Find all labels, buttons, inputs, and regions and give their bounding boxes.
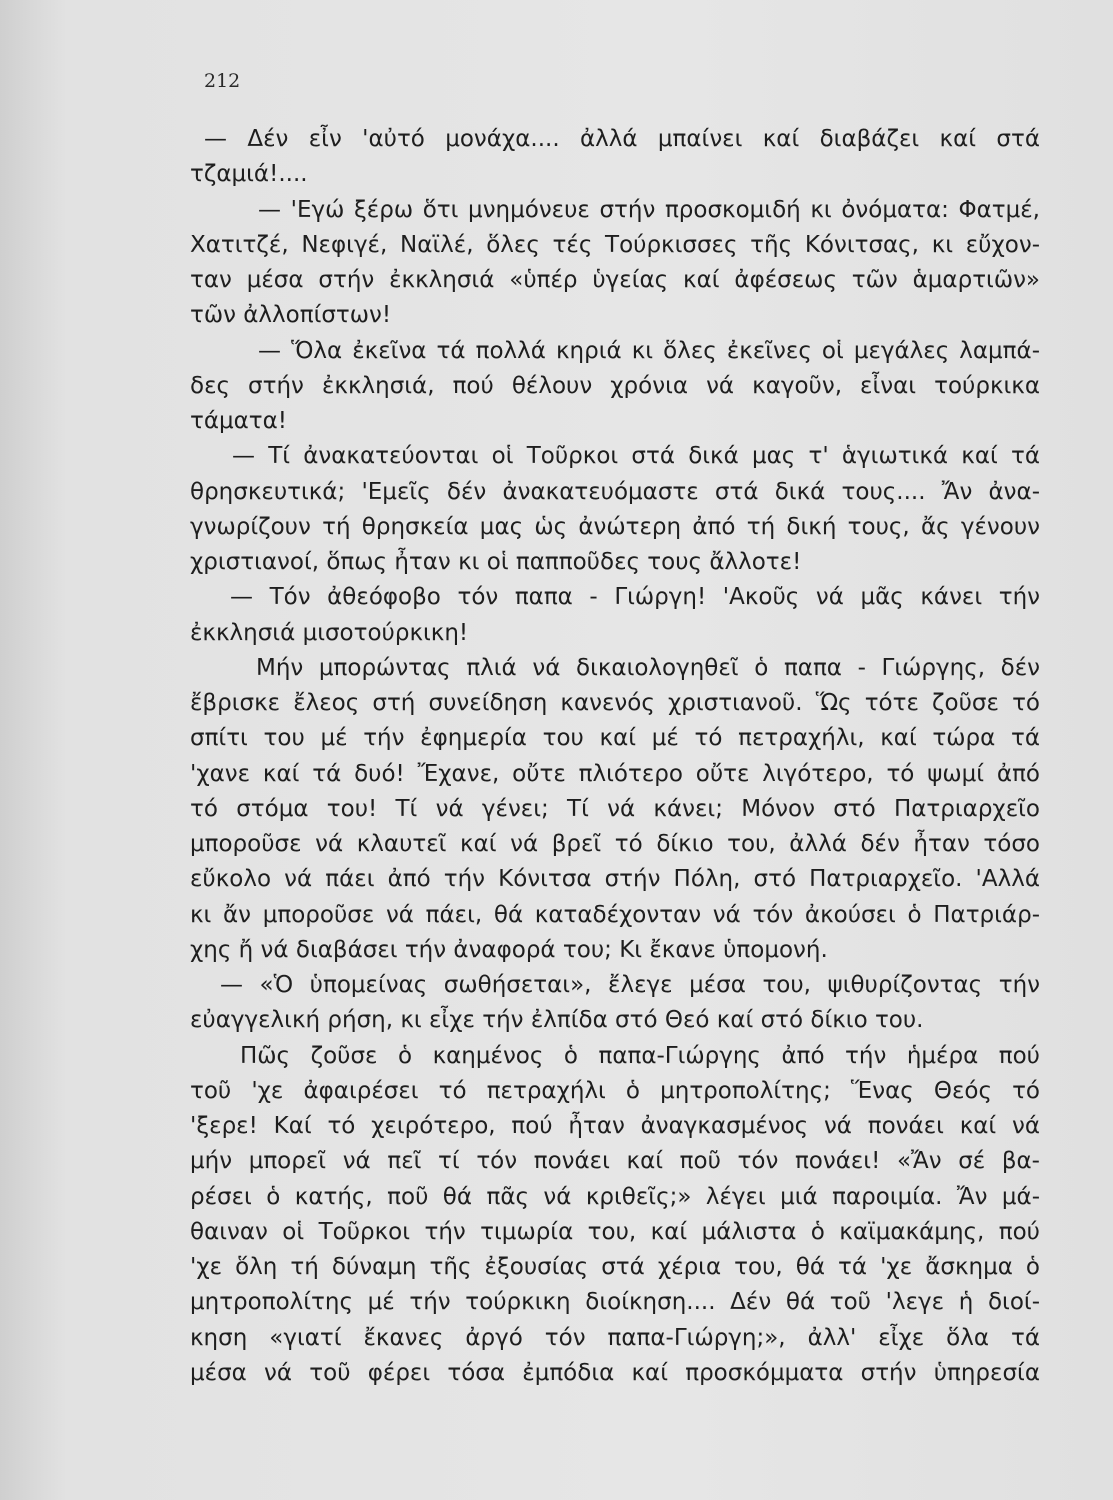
text-line: εὔκολο νά πάει ἀπό τήν Κόνιτσα στήν Πόλη, στό Πατριαρχεῖο. 'Αλλά: [190, 866, 1040, 893]
text-line: τάματα!: [190, 408, 288, 434]
text-line: χης ἤ νά διαβάσει τήν ἀναφορά του; Κι ἔκανε ὑπομονή.: [190, 936, 828, 963]
text-line: ἐκκλησιά μισοτούρκικη!: [190, 619, 469, 646]
text-line: — Τόν ἀθεόφοβο τόν παπα - Γιώργη! 'Ακοῦς νά μᾶς κάνει τήν: [230, 584, 1040, 611]
text-line: ἔβρισκε ἔλεος στή συνείδηση κανενός χριστιανοῦ. Ὥς τότε ζοῦσε τό: [190, 690, 1040, 716]
text-line: γνωρίζουν τή θρησκεία μας ὡς ἀνώτερη ἀπό τή δική τους, ἄς γένουν: [190, 513, 1040, 540]
text-line: Χατιτζέ, Νεφιγέ, Ναϊλέ, ὅλες τές Τούρκισσες τῆς Κόνιτσας, κι εὔχον-: [190, 231, 1040, 258]
text-line: 'χε ὅλη τή δύναμη τῆς ἐξουσίας στά χέρια του, θά τά 'χε ἄσκημα ὁ: [190, 1254, 1040, 1280]
text-line: — «Ὁ ὑπομείνας σωθήσεται», ἔλεγε μέσα του, ψιθυρίζοντας τήν: [220, 972, 1040, 998]
text-line: δες στήν ἐκκλησιά, πού θέλουν χρόνια νά καγοῦν, εἶναι τούρκικα: [190, 372, 1040, 399]
text-line: ταν μέσα στήν ἐκκλησιά «ὑπέρ ὑγείας καί ἀφέσεως τῶν ἁμαρτιῶν»: [190, 267, 1040, 293]
text-line: 'χανε καί τά δυό! Ἔχανε, οὔτε πλιότερο οὔτε λιγότερο, τό ψωμί ἀπό: [190, 760, 1040, 787]
text-line: θαιναν οἱ Τοῦρκοι τήν τιμωρία του, καί μάλιστα ὁ καϊμακάμης, πού: [190, 1218, 1040, 1245]
text-line: ρέσει ὁ κατής, ποῦ θά πᾶς νά κριθεῖς;» λέγει μιά παροιμία. Ἄν μά-: [190, 1183, 1040, 1210]
text-line: εὐαγγελική ρήση, κι εἶχε τήν ἐλπίδα στό Θεό καί στό δίκιο του.: [190, 1007, 924, 1034]
text-line: χριστιανοί, ὅπως ἦταν κι οἱ παπποῦδες τους ἄλλοτε!: [190, 549, 802, 575]
text-line: — Ὅλα ἐκεῖνα τά πολλά κηριά κι ὅλες ἐκεῖνες οἱ μεγάλες λαμπά-: [258, 337, 1040, 364]
text-line: μητροπολίτης μέ τήν τούρκικη διοίκηση.... Δέν θά τοῦ 'λεγε ἡ διοί-: [190, 1289, 1040, 1316]
text-line: 'ξερε! Καί τό χειρότερο, πού ἦταν ἀναγκασμένος νά πονάει καί νά: [190, 1113, 1040, 1139]
text-line: μήν μπορεῖ νά πεῖ τί τόν πονάει καί ποῦ τόν πονάει! «Ἄν σέ βα-: [190, 1148, 1040, 1175]
text-line: — Δέν εἶν 'αὐτό μονάχα.... ἀλλά μπαίνει καί διαβάζει καί στά: [204, 126, 1040, 152]
text-line: κηση «γιατί ἔκανες ἀργό τόν παπα-Γιώργη;», ἀλλ' εἶχε ὅλα τά: [190, 1324, 1040, 1351]
text-line: τζαμιά!....: [190, 161, 308, 188]
text-line: σπίτι του μέ τήν ἐφημερία του καί μέ τό πετραχήλι, καί τώρα τά: [190, 725, 1040, 752]
text-line: μέσα νά τοῦ φέρει τόσα ἐμπόδια καί προσκόμματα στήν ὑπηρεσία: [190, 1359, 1040, 1386]
text-line: τό στόμα του! Τί νά γένει; Τί νά κάνει; Μόνον στό Πατριαρχεῖο: [190, 795, 1040, 822]
text-line: — Τί ἀνακατεύονται οἱ Τοῦρκοι στά δικά μας τ' ἁγιωτικά καί τά: [232, 443, 1040, 470]
body-text: [190, 122, 1040, 1391]
page-number: 212: [204, 70, 241, 92]
text-line: τοῦ 'χε ἀφαιρέσει τό πετραχήλι ὁ μητροπολίτης; Ἕνας Θεός τό: [190, 1077, 1040, 1104]
text-line: μποροῦσε νά κλαυτεῖ καί νά βρεῖ τό δίκιο του, ἀλλά δέν ἦταν τόσο: [190, 831, 1040, 857]
text-line: — 'Εγώ ξέρω ὅτι μνημόνευε στήν προσκομιδή κι ὀνόματα: Φατμέ,: [258, 196, 1040, 223]
text-line: Μήν μπορώντας πλιά νά δικαιολογηθεῖ ὁ παπα - Γιώργης, δέν: [256, 654, 1040, 681]
text-line: τῶν ἀλλοπίστων!: [190, 302, 392, 329]
text-line: κι ἄν μποροῦσε νά πάει, θά καταδέχονταν νά τόν ἀκούσει ὁ Πατριάρ-: [190, 901, 1040, 928]
text-line: θρησκευτικά; 'Εμεῖς δέν ἀνακατευόμαστε στά δικά τους.... Ἄν ἀνα-: [190, 478, 1040, 505]
text-line: Πῶς ζοῦσε ὁ καημένος ὁ παπα-Γιώργης ἀπό τήν ἡμέρα πού: [240, 1042, 1040, 1069]
